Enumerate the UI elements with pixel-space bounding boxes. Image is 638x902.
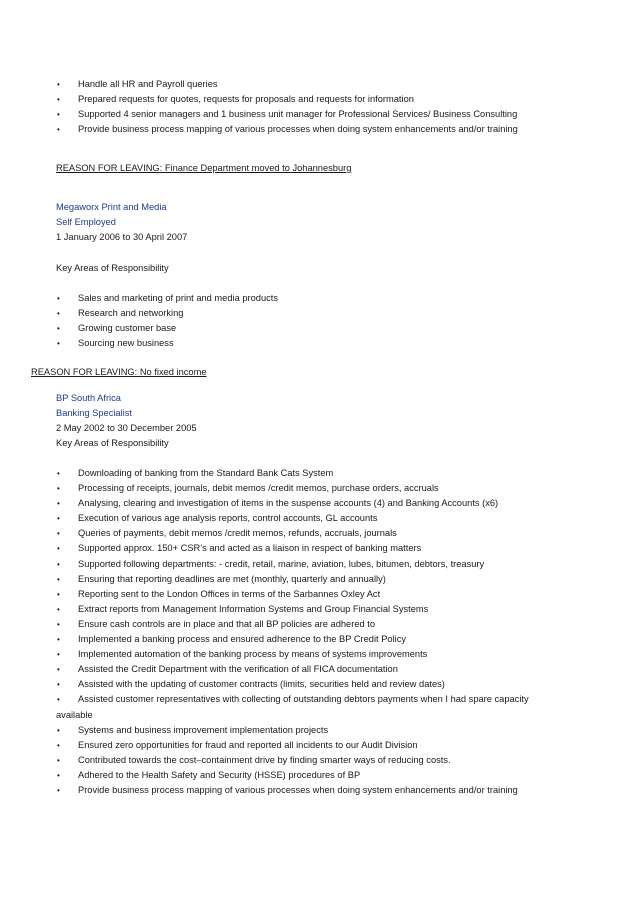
list-item: • Extract reports from Management Information Systems and Group Financial Systems (56, 602, 596, 617)
wrapped-line-continuation: available (56, 709, 93, 720)
reason-for-leaving-finance: REASON FOR LEAVING: Finance Department moved to Johannesburg (56, 163, 352, 173)
bullet-icon: • (57, 514, 60, 524)
list-item: • Assisted customer representatives with collecting of outstanding debtors payments when I had spare capacity (56, 692, 596, 707)
bullet-icon: • (57, 680, 60, 690)
bullet-icon: • (57, 725, 60, 735)
bullet-icon: • (57, 604, 60, 614)
bullet-icon: • (57, 785, 60, 795)
bullet-icon: • (57, 125, 60, 135)
bullet-icon: • (57, 650, 60, 660)
list-item: • Assisted with the updating of customer contracts (limits, securities held and review dates) (56, 677, 596, 692)
list-item: • Prepared requests for quotes, requests for proposals and requests for information (56, 92, 518, 107)
key-areas-heading: Key Areas of Responsibility (56, 438, 169, 449)
bullet-icon: • (57, 95, 60, 105)
bullet-icon: • (57, 559, 60, 569)
company-name: BP South Africa (56, 393, 121, 403)
list-item: • Systems and business improvement implementation projects (56, 723, 596, 738)
list-item: • Provide business process mapping of various processes when doing system enhancements and/or training (56, 122, 518, 137)
list-item: • Sales and marketing of print and media products (56, 291, 278, 306)
list-item: • Implemented automation of the banking process by means of systems improvements (56, 647, 596, 662)
bullet-list (56, 291, 278, 351)
list-item: • Supported following departments: - credit, retail, marine, aviation, lubes, bitumen, debtors, treasury (56, 557, 596, 572)
bullet-icon: • (57, 544, 60, 554)
bullet-icon: • (57, 529, 60, 539)
list-item: • Implemented a banking process and ensured adherence to the BP Credit Policy (56, 632, 596, 647)
bullet-icon: • (57, 80, 60, 89)
reason-for-leaving-income: REASON FOR LEAVING: No fixed income (31, 367, 207, 377)
megaworx-bullets (56, 291, 278, 351)
bp-job-header (56, 391, 197, 451)
bullet-icon: • (57, 755, 60, 765)
company-name: Megaworx Print and Media (56, 202, 167, 212)
bullet-icon: • (57, 484, 60, 494)
list-item: • Supported 4 senior managers and 1 business unit manager for Professional Services/ Business Consulting (56, 107, 518, 122)
bullet-icon: • (57, 469, 60, 478)
bullet-icon: • (57, 740, 60, 750)
list-item: • Ensuring that reporting deadlines are met (monthly, quarterly and annually) (56, 572, 596, 587)
megaworx-job-header (56, 200, 187, 245)
list-item: • Research and networking (56, 306, 278, 321)
list-item: • Adhered to the Health Safety and Security (HSSE) procedures of BP (56, 768, 596, 783)
list-item: • Sourcing new business (56, 336, 278, 351)
list-item: • Processing of receipts, journals, debit memos /credit memos, purchase orders, accruals (56, 481, 596, 496)
list-item: • Growing customer base (56, 321, 278, 336)
bullet-icon: • (57, 324, 60, 334)
list-item: • Assisted the Credit Department with the verification of all FICA documentation (56, 662, 596, 677)
list-item: • Downloading of banking from the Standard Bank Cats System (56, 466, 596, 481)
bullet-icon: • (57, 309, 60, 319)
list-item: • Execution of various age analysis reports, control accounts, GL accounts (56, 511, 596, 526)
list-item: • Contributed towards the cost–containment drive by finding smarter ways of reducing costs. (56, 753, 596, 768)
employment-dates: 1 January 2006 to 30 April 2007 (56, 232, 188, 243)
bullet-icon: • (57, 294, 60, 303)
bullet-icon: • (57, 499, 60, 509)
bullet-icon: • (57, 770, 60, 780)
bullet-icon: • (57, 110, 60, 120)
bullet-icon: • (57, 589, 60, 599)
list-item: • Queries of payments, debit memos /credit memos, refunds, accruals, journals (56, 526, 596, 541)
list-item: • Ensure cash controls are in place and that all BP policies are adhered to (56, 617, 596, 632)
bullet-icon: • (57, 695, 60, 705)
previous-job-bullets (56, 77, 518, 137)
list-item: • Ensured zero opportunities for fraud and reported all incidents to our Audit Division (56, 738, 596, 753)
list-item: • Analysing, clearing and investigation of items in the suspense accounts (4) and Banking Accounts (x6) (56, 496, 596, 511)
employment-dates: 2 May 2002 to 30 December 2005 (56, 423, 197, 434)
bp-bullets (56, 466, 596, 798)
list-item: • Handle all HR and Payroll queries (56, 77, 518, 92)
bullet-icon: • (57, 619, 60, 629)
key-areas-heading: Key Areas of Responsibility (56, 263, 169, 273)
bullet-list (56, 77, 518, 137)
job-title: Self Employed (56, 217, 116, 228)
job-title: Banking Specialist (56, 408, 132, 419)
list-item: • Reporting sent to the London Offices in terms of the Sarbannes Oxley Act (56, 587, 596, 602)
bullet-icon: • (57, 339, 60, 349)
list-item: • Supported approx. 150+ CSR’s and acted as a liaison in respect of banking matters (56, 541, 596, 556)
list-item: • Provide business process mapping of various processes when doing system enhancements and/or training (56, 783, 596, 798)
bullet-icon: • (57, 574, 60, 584)
bullet-list-wrapped (56, 692, 596, 707)
bullet-list (56, 466, 596, 692)
bullet-icon: • (57, 665, 60, 675)
bullet-icon: • (57, 635, 60, 645)
bullet-list (56, 723, 596, 798)
